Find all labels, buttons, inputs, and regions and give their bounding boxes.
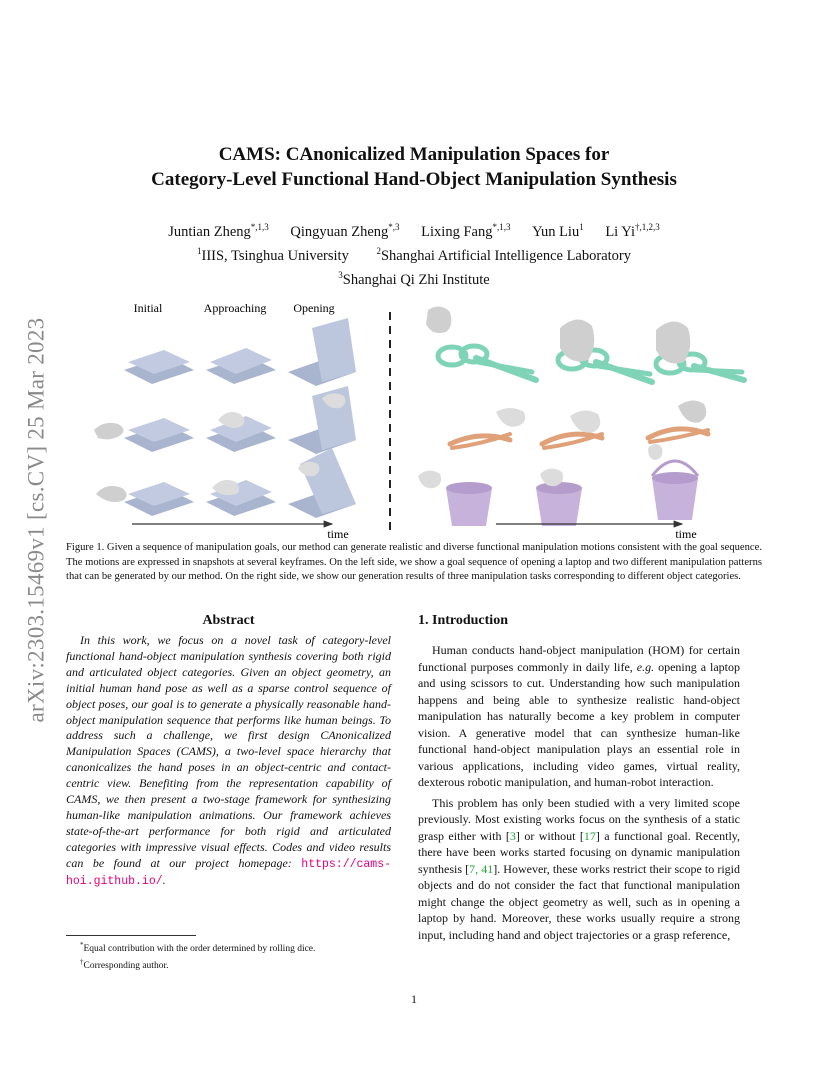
citation-link[interactable]: 7, 41 bbox=[469, 861, 494, 876]
tool-initial-with-hand bbox=[450, 408, 525, 448]
abstract-heading: Abstract bbox=[202, 613, 255, 628]
affiliation: $^1$IIIS, Tsinghua University bbox=[196, 246, 349, 264]
intro-body bbox=[418, 642, 740, 943]
col-label-opening: Opening bbox=[293, 301, 335, 315]
footnote: †Corresponding author. bbox=[80, 957, 169, 971]
laptop-initial-row2 bbox=[124, 418, 194, 452]
author: Li $Yi^{\dagger,1,2,3}$ bbox=[605, 222, 660, 240]
laptop-approaching-row1 bbox=[206, 348, 276, 384]
intro-paragraph-1: Human conducts hand-object manipulation (HOM) for certain functional purposes commonly in daily life, e.g. opening a laptop and using scissors to cut. Understanding how such manipulation happens and being able to synthesize realistic hand-object manipulation has naturally become a key problem in computer vision. A generative model that can synthesize human-like functional hand-object manipulation plays an essential role in various applications, including video games, virtual reality, dexterous robotic manipulation, and human-robot interaction. bbox=[418, 643, 740, 789]
affiliation: $^2$Shanghai Artificial Intelligence Laboratory bbox=[376, 246, 631, 264]
author-list bbox=[70, 218, 758, 241]
intro-heading: 1. Introduction bbox=[418, 613, 508, 628]
affiliations bbox=[70, 242, 758, 290]
footnote-rule bbox=[66, 935, 196, 936]
laptop-initial-row3 bbox=[124, 482, 194, 516]
hand-row3-initial bbox=[96, 486, 127, 502]
tool-final-with-hand bbox=[648, 400, 708, 442]
bucket-initial-with-hand bbox=[418, 470, 492, 526]
laptop-opening-row3 bbox=[288, 448, 356, 518]
intro-section-heading bbox=[418, 613, 740, 629]
laptop-approaching-row2 bbox=[206, 412, 276, 452]
citation-link[interactable]: 17 bbox=[583, 828, 596, 843]
project-homepage-link[interactable]: https://cams-hoi.github.io/ bbox=[66, 857, 392, 888]
figure-1-graphic bbox=[66, 298, 762, 540]
time-label-right: time bbox=[675, 527, 697, 540]
author: Qingyuan Zheng$^{*,3}$ bbox=[290, 222, 400, 240]
laptop-approaching-row3 bbox=[206, 480, 276, 516]
abstract-body: In this work, we focus on a novel task of category-level functional hand-object manipulation synthesis covering both rigid and articulated object categories. Given an object geometry, an initial human hand pose as well as a sparse control sequence of object poses, our goal is to generate a physically reasonable hand-object manipulation sequence that performs like human beings. To address such a challenge, we first design CAnonicalized Manipulation Spaces (CAMS), a two-level space hierarchy that canonicalizes the hand poses in an object-centric and contact-centric view. Benefiting from the representation capability of CAMS, we then present a two-stage framework for synthesizing human-like manipulation animations. Our framework achieves state-of-the-art performance for both rigid and articulated categories with impressive visual effects. Codes and video results can be found at our project homepage: https://cams-hoi.github.io/. bbox=[66, 633, 392, 888]
footnote: *Equal contribution with the order determined by rolling dice. bbox=[80, 941, 316, 955]
arxiv-sidebar bbox=[20, 285, 52, 755]
footnotes bbox=[66, 939, 396, 972]
citation-link[interactable]: 3 bbox=[509, 828, 516, 843]
author: Yun Liu$^1$ bbox=[532, 222, 584, 240]
affiliation: $^3$Shanghai Qi Zhi Institute bbox=[338, 269, 490, 288]
title-line-1: CAMS: CAnonicalized Manipulation Spaces for bbox=[218, 144, 610, 165]
figure-1 bbox=[66, 298, 762, 540]
col-label-initial: Initial bbox=[133, 301, 163, 315]
paper-title bbox=[70, 142, 758, 192]
time-label-left: time bbox=[327, 527, 349, 540]
col-label-approaching: Approaching bbox=[203, 301, 267, 315]
abstract-section-heading bbox=[66, 613, 391, 629]
tool-mid-with-hand bbox=[542, 410, 602, 448]
author: Juntian Zheng$^{*,1,3}$ bbox=[168, 222, 269, 240]
title-line-2: Category-Level Functional Hand-Object Manipulation Synthesis bbox=[151, 169, 677, 190]
hand-scissors-initial bbox=[426, 306, 451, 333]
scissors-final-with-hand bbox=[656, 321, 744, 380]
author: Lixing Fang$^{*,1,3}$ bbox=[421, 222, 511, 240]
scissors-initial bbox=[438, 346, 536, 380]
arxiv-id: arXiv:2303.15469v1 [cs.CV] 25 Mar 2023 bbox=[23, 317, 48, 723]
laptop-opening-row1 bbox=[288, 318, 356, 386]
bucket-mid-with-hand bbox=[536, 468, 582, 526]
page-number: 1 bbox=[411, 992, 417, 1006]
laptop-opening-row2 bbox=[288, 386, 356, 454]
bucket-final-with-hand bbox=[648, 444, 698, 520]
hand-row2-initial bbox=[94, 423, 123, 439]
laptop-initial-row1 bbox=[124, 350, 194, 384]
scissors-mid-with-hand bbox=[558, 319, 652, 382]
intro-paragraph-2: This problem has only been studied with a very limited scope previously. Most existing works focus on the synthesis of a static grasp either with [3] or without [17] a functional goal. Recently, there have been works started focusing on dynamic manipulation synthesis [7, 41]. However, these works restrict their scope to rigid objects and do not consider the fact that functional manipulation might change the object geometry as well, such as in opening a laptop by hand. Moreover, these works usually require a strong input, including hand and object trajectories or a grasp reference, bbox=[418, 795, 741, 942]
figure-caption: Figure 1. Given a sequence of manipulation goals, our method can generate realistic and diverse functional manipulation motions consistent with the goal sequence. The motions are expressed in snapshots at several keyframes. On the left side, we show a goal sequence of opening a laptop and two different manipulation patterns that can be generated by our method. On the right side, we show our generation results of three manipulation tasks corresponding to different object categories. bbox=[66, 542, 762, 583]
